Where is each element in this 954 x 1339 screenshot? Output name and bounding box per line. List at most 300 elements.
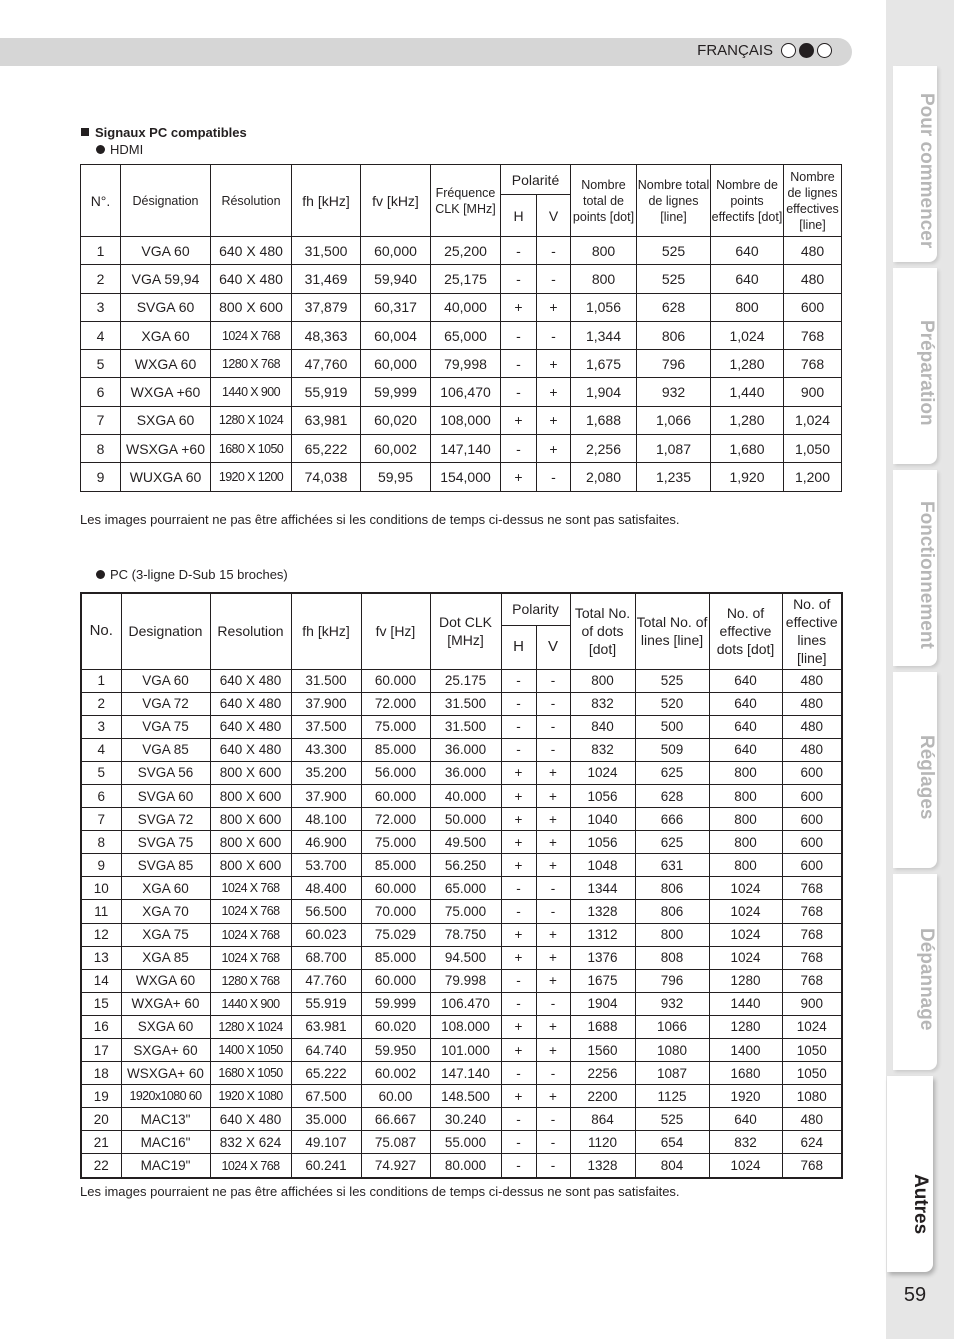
table-cell: - xyxy=(536,1062,570,1085)
table-cell: WXGA 60 xyxy=(121,969,210,992)
table-cell: + xyxy=(501,831,536,854)
table-cell: + xyxy=(536,761,570,784)
table-cell: 1920 X 1080 xyxy=(210,1085,291,1108)
table-cell: 59.950 xyxy=(361,1039,430,1062)
table-cell: 1440 X 900 xyxy=(211,378,292,406)
table-cell: VGA 85 xyxy=(121,738,210,761)
table-cell: 70.000 xyxy=(361,900,430,923)
table-cell: 1024 X 768 xyxy=(210,1154,291,1178)
table-row xyxy=(81,237,842,265)
table-cell: 55,919 xyxy=(292,378,361,406)
table-cell: - xyxy=(536,669,570,692)
tab-fonctionnement[interactable] xyxy=(893,470,937,666)
table-cell: 480 xyxy=(784,237,842,265)
table-cell: 1,066 xyxy=(637,406,711,434)
hdmi-note: Les images pourraient ne pas être affichées si les conditions de temps ci-dessus ne sont pas satisfaites. xyxy=(80,512,680,527)
table-cell: 74,038 xyxy=(292,463,361,491)
table-cell: 30.240 xyxy=(430,1108,501,1131)
table-cell: 600 xyxy=(782,761,842,784)
table-row xyxy=(81,1131,842,1154)
table-cell: SXGA+ 60 xyxy=(121,1039,210,1062)
table-cell: VGA 60 xyxy=(121,237,211,265)
table-cell: - xyxy=(501,265,537,293)
tab-autres[interactable] xyxy=(887,1076,933,1272)
table-cell: 640 X 480 xyxy=(211,265,292,293)
table-cell: 49.107 xyxy=(291,1131,361,1154)
table-cell: 768 xyxy=(782,900,842,923)
tab-label: Réglages xyxy=(916,734,937,820)
table-cell: 154,000 xyxy=(431,463,501,491)
table-cell: 832 xyxy=(570,692,635,715)
table-cell: 1024 X 768 xyxy=(210,946,291,969)
col-header-fh: fh [kHz] xyxy=(292,165,361,237)
table-cell: 48.100 xyxy=(291,808,361,831)
col-header-total-dots: Total No. of dots [dot] xyxy=(570,593,635,669)
table-row xyxy=(81,692,842,715)
table-cell: 1056 xyxy=(570,831,635,854)
table-row xyxy=(81,463,842,491)
table-cell: 1680 xyxy=(709,1062,782,1085)
pc-subtitle-text: PC (3-ligne D-Sub 15 broches) xyxy=(110,567,288,582)
table-cell: 7 xyxy=(81,406,121,434)
table-cell: 60.023 xyxy=(291,923,361,946)
table-cell: 2,256 xyxy=(571,435,637,463)
table-cell: MAC19" xyxy=(121,1154,210,1178)
table-row xyxy=(81,1108,842,1131)
table-cell: 40,000 xyxy=(431,293,501,321)
table-cell: + xyxy=(536,784,570,807)
table-cell: 1,904 xyxy=(571,378,637,406)
table-cell: 1050 xyxy=(782,1062,842,1085)
table-cell: - xyxy=(536,715,570,738)
table-cell: 1125 xyxy=(635,1085,709,1108)
table-cell: MAC16" xyxy=(121,1131,210,1154)
table-row xyxy=(81,406,842,434)
table-cell: 60.000 xyxy=(361,669,430,692)
table-cell: 11 xyxy=(81,900,121,923)
hdmi-timing-table xyxy=(80,164,842,492)
table-cell: 1920 xyxy=(709,1085,782,1108)
table-cell: WXGA 60 xyxy=(121,350,211,378)
table-cell: 106,470 xyxy=(431,378,501,406)
table-cell: 1280 xyxy=(709,1015,782,1038)
table-cell: - xyxy=(501,669,536,692)
table-row xyxy=(81,831,842,854)
table-cell: 480 xyxy=(782,669,842,692)
table-cell: + xyxy=(501,406,537,434)
table-cell: 35.000 xyxy=(291,1108,361,1131)
table-cell: + xyxy=(501,946,536,969)
page-number: 59 xyxy=(903,1284,927,1306)
table-cell: + xyxy=(536,969,570,992)
table-cell: 9 xyxy=(81,854,121,877)
table-cell: 60.241 xyxy=(291,1154,361,1178)
tab-label: Préparation xyxy=(916,320,937,426)
table-cell: - xyxy=(537,463,571,491)
table-cell: + xyxy=(536,1085,570,1108)
table-cell: 509 xyxy=(635,738,709,761)
table-cell: + xyxy=(536,808,570,831)
col-header-effective-dots: No. of effective dots [dot] xyxy=(709,593,782,669)
table-row xyxy=(81,715,842,738)
table-cell: 480 xyxy=(782,692,842,715)
table-cell: 1440 xyxy=(709,992,782,1015)
table-cell: 75.029 xyxy=(361,923,430,946)
table-cell: SVGA 75 xyxy=(121,831,210,854)
table-cell: 600 xyxy=(782,808,842,831)
table-cell: 56.250 xyxy=(430,854,501,877)
table-cell: 800 X 600 xyxy=(211,293,292,321)
circle-icon xyxy=(817,43,832,58)
table-cell: 55.919 xyxy=(291,992,361,1015)
table-cell: 101.000 xyxy=(430,1039,501,1062)
table-cell: 1280 xyxy=(709,969,782,992)
table-cell: 60,020 xyxy=(361,406,431,434)
table-cell: 808 xyxy=(635,946,709,969)
col-header-dot-clk: Dot CLK [MHz] xyxy=(430,593,501,669)
col-header-v: V xyxy=(537,195,571,237)
table-cell: + xyxy=(501,293,537,321)
table-cell: 600 xyxy=(782,854,842,877)
tab-preparation[interactable] xyxy=(893,268,937,464)
table-cell: - xyxy=(536,1154,570,1178)
table-cell: - xyxy=(536,992,570,1015)
table-cell: 60,004 xyxy=(361,321,431,349)
table-cell: 768 xyxy=(782,877,842,900)
table-cell: 640 X 480 xyxy=(210,738,291,761)
table-row xyxy=(81,877,842,900)
table-cell: 1024 X 768 xyxy=(210,923,291,946)
table-cell: 85.000 xyxy=(361,738,430,761)
table-cell: 50.000 xyxy=(430,808,501,831)
table-cell: 864 xyxy=(570,1108,635,1131)
table-row xyxy=(81,350,842,378)
table-cell: 1056 xyxy=(570,784,635,807)
table-row xyxy=(81,738,842,761)
table-row xyxy=(81,900,842,923)
table-cell: 800 X 600 xyxy=(210,784,291,807)
table-cell: 53.700 xyxy=(291,854,361,877)
table-cell: 36.000 xyxy=(430,761,501,784)
table-cell: 64.740 xyxy=(291,1039,361,1062)
table-cell: 1920 X 1200 xyxy=(211,463,292,491)
table-cell: - xyxy=(536,900,570,923)
table-cell: 60.020 xyxy=(361,1015,430,1038)
table-cell: 1440 X 900 xyxy=(210,992,291,1015)
table-cell: 1,024 xyxy=(784,406,842,434)
table-cell: XGA 60 xyxy=(121,877,210,900)
table-cell: 65.222 xyxy=(291,1062,361,1085)
table-cell: 1080 xyxy=(782,1085,842,1108)
table-cell: 2,080 xyxy=(571,463,637,491)
table-cell: + xyxy=(536,1015,570,1038)
tab-label: Dépannage xyxy=(916,927,937,1031)
table-row xyxy=(81,1015,842,1038)
table-cell: XGA 70 xyxy=(121,900,210,923)
table-cell: 1400 xyxy=(709,1039,782,1062)
table-cell: 800 X 600 xyxy=(210,761,291,784)
table-cell: 14 xyxy=(81,969,121,992)
tab-reglages[interactable] xyxy=(893,672,937,868)
table-cell: 1050 xyxy=(782,1039,842,1062)
table-cell: 932 xyxy=(635,992,709,1015)
table-cell: 147,140 xyxy=(431,435,501,463)
table-cell: 1312 xyxy=(570,923,635,946)
table-cell: 9 xyxy=(81,463,121,491)
col-header-polarity: Polarité xyxy=(501,165,571,195)
square-bullet-icon xyxy=(81,128,89,136)
table-cell: 72.000 xyxy=(361,808,430,831)
table-cell: 7 xyxy=(81,808,121,831)
table-cell: 2 xyxy=(81,265,121,293)
table-cell: 480 xyxy=(782,715,842,738)
table-row xyxy=(81,1154,842,1178)
table-cell: 60,317 xyxy=(361,293,431,321)
table-cell: 106.470 xyxy=(430,992,501,1015)
table-cell: 654 xyxy=(635,1131,709,1154)
tab-depannage[interactable] xyxy=(893,874,937,1070)
table-cell: 66.667 xyxy=(361,1108,430,1131)
table-cell: 60.000 xyxy=(361,784,430,807)
col-header-no: N°. xyxy=(81,165,121,237)
table-cell: + xyxy=(501,463,537,491)
table-cell: 79.998 xyxy=(430,969,501,992)
table-cell: VGA 60 xyxy=(121,669,210,692)
table-cell: 59,940 xyxy=(361,265,431,293)
table-cell: 796 xyxy=(635,969,709,992)
table-cell: 800 xyxy=(709,831,782,854)
col-header-fv: fv [Hz] xyxy=(361,593,430,669)
table-cell: 768 xyxy=(782,946,842,969)
table-cell: 800 X 600 xyxy=(210,854,291,877)
table-row xyxy=(81,321,842,349)
table-cell: 56.500 xyxy=(291,900,361,923)
col-header-no: No. xyxy=(81,593,121,669)
col-header-designation: Désignation xyxy=(121,165,211,237)
table-cell: 55.000 xyxy=(430,1131,501,1154)
table-cell: 800 xyxy=(571,237,637,265)
table-cell: 65.000 xyxy=(430,877,501,900)
col-header-total-lines: Total No. of lines [line] xyxy=(635,593,709,669)
table-cell: 1024 xyxy=(709,877,782,900)
table-cell: 1688 xyxy=(570,1015,635,1038)
table-cell: 1,920 xyxy=(711,463,784,491)
table-cell: 640 X 480 xyxy=(210,669,291,692)
table-cell: 85.000 xyxy=(361,946,430,969)
table-cell: 1680 X 1050 xyxy=(210,1062,291,1085)
section-title-text: Signaux PC compatibles xyxy=(95,125,247,140)
table-cell: 624 xyxy=(782,1131,842,1154)
table-cell: - xyxy=(536,738,570,761)
table-row xyxy=(81,761,842,784)
table-cell: MAC13" xyxy=(121,1108,210,1131)
bullet-icon xyxy=(96,570,105,579)
table-cell: + xyxy=(501,1085,536,1108)
table-cell: 1,050 xyxy=(784,435,842,463)
table-cell: 60.00 xyxy=(361,1085,430,1108)
table-cell: 1040 xyxy=(570,808,635,831)
table-cell: 59.999 xyxy=(361,992,430,1015)
table-row xyxy=(81,784,842,807)
table-cell: 25,200 xyxy=(431,237,501,265)
table-cell: 79,998 xyxy=(431,350,501,378)
table-cell: 60.000 xyxy=(361,877,430,900)
section-title xyxy=(81,125,247,140)
table-cell: 625 xyxy=(635,761,709,784)
tab-pour-commencer[interactable] xyxy=(893,66,937,262)
table-cell: WXGA+ 60 xyxy=(121,992,210,1015)
table-cell: VGA 75 xyxy=(121,715,210,738)
table-cell: 147.140 xyxy=(430,1062,501,1085)
table-row xyxy=(81,854,842,877)
table-cell: + xyxy=(501,761,536,784)
table-cell: - xyxy=(501,378,537,406)
table-row xyxy=(81,1085,842,1108)
table-cell: 1920x1080 60 xyxy=(121,1085,210,1108)
table-cell: 900 xyxy=(782,992,842,1015)
table-cell: 2200 xyxy=(570,1085,635,1108)
table-cell: 31.500 xyxy=(430,715,501,738)
table-cell: 1024 xyxy=(709,1154,782,1178)
table-cell: 806 xyxy=(635,877,709,900)
table-cell: 68.700 xyxy=(291,946,361,969)
table-cell: 768 xyxy=(784,321,842,349)
table-cell: + xyxy=(537,435,571,463)
table-row xyxy=(81,992,842,1015)
table-cell: 1280 X 768 xyxy=(211,350,292,378)
table-cell: 2 xyxy=(81,692,121,715)
table-cell: 1,200 xyxy=(784,463,842,491)
table-cell: 640 X 480 xyxy=(210,1108,291,1131)
col-header-h: H xyxy=(501,195,537,237)
table-cell: - xyxy=(501,877,536,900)
table-cell: - xyxy=(501,1062,536,1085)
table-cell: 1,688 xyxy=(571,406,637,434)
table-cell: - xyxy=(536,877,570,900)
language-indicator xyxy=(697,42,832,59)
col-header-h: H xyxy=(501,625,536,669)
table-cell: + xyxy=(501,1039,536,1062)
table-row xyxy=(81,923,842,946)
table-cell: - xyxy=(536,692,570,715)
table-cell: - xyxy=(537,265,571,293)
table-cell: 525 xyxy=(635,669,709,692)
table-cell: 48,363 xyxy=(292,321,361,349)
table-cell: + xyxy=(501,923,536,946)
language-label: FRANÇAIS xyxy=(697,42,773,59)
table-cell: 640 xyxy=(709,738,782,761)
table-cell: - xyxy=(501,435,537,463)
table-cell: - xyxy=(501,900,536,923)
table-cell: 78.750 xyxy=(430,923,501,946)
table-cell: 480 xyxy=(784,265,842,293)
table-cell: 1024 xyxy=(782,1015,842,1038)
table-cell: WSXGA +60 xyxy=(121,435,211,463)
table-cell: 520 xyxy=(635,692,709,715)
table-cell: 1,344 xyxy=(571,321,637,349)
table-cell: 80.000 xyxy=(430,1154,501,1178)
col-header-effective-lines: No. of effective lines [line] xyxy=(782,593,842,669)
tab-label: Pour commencer xyxy=(916,93,937,249)
table-cell: 1328 xyxy=(570,900,635,923)
table-cell: 631 xyxy=(635,854,709,877)
table-cell: SVGA 60 xyxy=(121,784,210,807)
table-cell: 806 xyxy=(637,321,711,349)
table-cell: 85.000 xyxy=(361,854,430,877)
pc-note: Les images pourraient ne pas être affichées si les conditions de temps ci-dessus ne sont pas satisfaites. xyxy=(80,1184,680,1199)
table-cell: 63.981 xyxy=(291,1015,361,1038)
table-cell: 74.927 xyxy=(361,1154,430,1178)
table-cell: + xyxy=(537,406,571,434)
table-cell: 31.500 xyxy=(291,669,361,692)
table-cell: 75.000 xyxy=(430,900,501,923)
table-cell: 35.200 xyxy=(291,761,361,784)
table-cell: 56.000 xyxy=(361,761,430,784)
table-cell: 5 xyxy=(81,761,121,784)
table-cell: 800 xyxy=(709,854,782,877)
table-cell: 932 xyxy=(637,378,711,406)
table-cell: 72.000 xyxy=(361,692,430,715)
table-cell: 8 xyxy=(81,831,121,854)
col-header-effective-lines: Nombre de lignes effectives [line] xyxy=(784,165,842,237)
table-cell: 108.000 xyxy=(430,1015,501,1038)
table-cell: 1,440 xyxy=(711,378,784,406)
table-cell: 480 xyxy=(782,1108,842,1131)
table-cell: SXGA 60 xyxy=(121,1015,210,1038)
table-row xyxy=(81,669,842,692)
table-cell: 1675 xyxy=(570,969,635,992)
table-cell: SVGA 60 xyxy=(121,293,211,321)
table-cell: 22 xyxy=(81,1154,121,1178)
table-cell: 640 xyxy=(709,1108,782,1131)
table-cell: 46.900 xyxy=(291,831,361,854)
table-cell: 1328 xyxy=(570,1154,635,1178)
table-cell: 4 xyxy=(81,321,121,349)
table-cell: 832 xyxy=(709,1131,782,1154)
table-cell: 148.500 xyxy=(430,1085,501,1108)
table-cell: 17 xyxy=(81,1039,121,1062)
table-cell: 37,879 xyxy=(292,293,361,321)
table-cell: 640 X 480 xyxy=(210,715,291,738)
table-cell: 1 xyxy=(81,669,121,692)
table-cell: 1024 X 768 xyxy=(210,900,291,923)
table-cell: 49.500 xyxy=(430,831,501,854)
table-cell: 640 xyxy=(709,715,782,738)
table-cell: 768 xyxy=(784,350,842,378)
table-cell: - xyxy=(501,1108,536,1131)
pc-timing-table xyxy=(80,592,843,1179)
table-cell: 1904 xyxy=(570,992,635,1015)
table-cell: 1087 xyxy=(635,1062,709,1085)
col-header-total-lines: Nombre total de lignes [line] xyxy=(637,165,711,237)
table-cell: XGA 75 xyxy=(121,923,210,946)
table-cell: 1,680 xyxy=(711,435,784,463)
table-cell: 108,000 xyxy=(431,406,501,434)
col-header-clk: Fréquence CLK [MHz] xyxy=(431,165,501,237)
table-cell: 500 xyxy=(635,715,709,738)
table-cell: 75.000 xyxy=(361,831,430,854)
table-cell: 75.000 xyxy=(361,715,430,738)
table-cell: 59,999 xyxy=(361,378,431,406)
table-row xyxy=(81,265,842,293)
table-cell: 65,000 xyxy=(431,321,501,349)
table-cell: 40.000 xyxy=(430,784,501,807)
table-cell: - xyxy=(501,738,536,761)
table-cell: 21 xyxy=(81,1131,121,1154)
table-cell: 600 xyxy=(782,784,842,807)
table-cell: 6 xyxy=(81,378,121,406)
table-cell: 800 xyxy=(709,784,782,807)
